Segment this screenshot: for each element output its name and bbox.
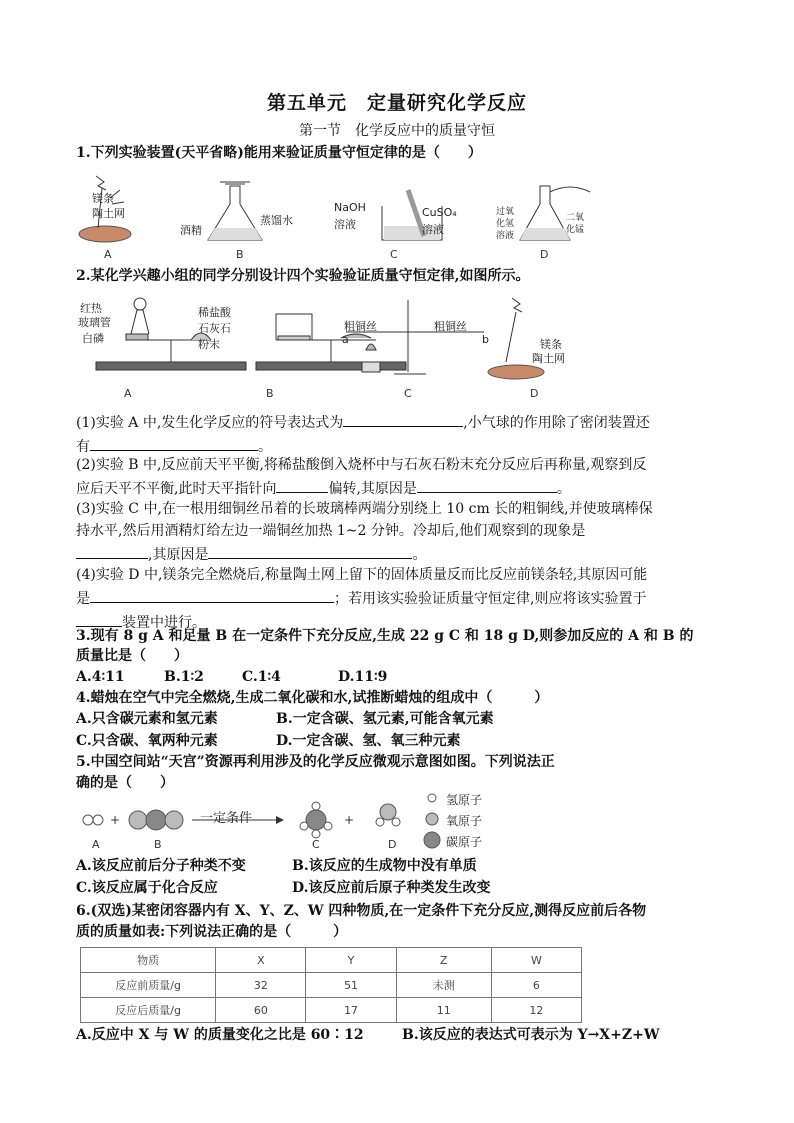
q5-molecule-c xyxy=(300,802,332,838)
q2-part3-text-b: 持水平,然后用酒精灯给左边一端铜丝加热 1~2 分钟。冷却后,他们观察到的现象是 xyxy=(76,523,586,539)
q5-legend-symbols xyxy=(424,794,440,848)
q2-figure-b xyxy=(256,314,406,370)
table-header-cell: 物质 xyxy=(81,948,216,973)
q2-part2-text-b: 应后天平不平衡,此时天平指针向 xyxy=(76,481,277,497)
q2-part3-blank1[interactable] xyxy=(76,542,148,559)
table-cell: 未测 xyxy=(396,973,491,998)
q1-figure-b xyxy=(208,182,262,240)
q5-caption-c: C xyxy=(312,838,320,851)
q2-label-c3: a xyxy=(342,333,349,346)
q1-label-c1: NaOH xyxy=(334,201,366,214)
q1-stem: 1.下列实验装置(天平省略)能用来验证质量守恒定律的是（ ） xyxy=(76,145,482,161)
q4-stem: 4.蜡烛在空气中完全燃烧,生成二氧化碳和水,试推断蜡烛的组成中（ ） xyxy=(76,690,549,706)
q1-label-c2: 溶液 xyxy=(334,218,356,231)
q5-option-c[interactable]: C.该反应属于化合反应 xyxy=(76,880,218,896)
q1-label-a1: 镁条 xyxy=(92,192,114,205)
q2-label-c4: b xyxy=(482,333,489,346)
table-cell: 反应后质量/g xyxy=(81,998,216,1023)
q5-legend-carbon: 碳原子 xyxy=(446,835,483,849)
svg-text:+: + xyxy=(110,813,121,827)
q3-option-c[interactable]: C.1∶4 xyxy=(242,669,281,685)
q1-label-c4: 溶液 xyxy=(422,223,444,236)
q5-caption-d: D xyxy=(388,838,397,851)
q2-label-d1: 镁条 xyxy=(540,338,562,351)
table-header-cell: Y xyxy=(306,948,396,973)
q2-part1-blank1[interactable] xyxy=(343,410,463,427)
svg-text:+: + xyxy=(344,813,355,827)
table-row xyxy=(81,973,582,998)
q2-stem: 2.某化学兴趣小组的同学分别设计四个实验验证质量守恒定律,如图所示。 xyxy=(76,268,530,284)
q2-part2 xyxy=(76,454,720,500)
q3-option-b[interactable]: B.1∶2 xyxy=(164,669,204,685)
q6-stem-line2: 质的质量如表:下列说法正确的是（ ） xyxy=(76,924,348,940)
table-cell: 11 xyxy=(396,998,491,1023)
q1-label-a2: 陶土网 xyxy=(92,207,125,220)
q2-label-b3: 粉末 xyxy=(198,338,220,351)
q2-part4-text-c: ；若用该实验验证质量守恒定律,则应将该实验置于 xyxy=(334,591,647,607)
q5-molecule-a xyxy=(83,815,103,825)
q6-stem-line1: 6.(双选)某密闭容器内有 X、Y、Z、W 四种物质,在一定条件下充分反应,测得反应前后各物 xyxy=(76,903,647,919)
q2-label-a1: 红热 xyxy=(80,302,102,315)
q1-caption-d: D xyxy=(540,248,549,261)
q2-part1-text-c: 有 xyxy=(76,439,90,455)
q2-figure-d xyxy=(488,298,544,379)
table-cell: 17 xyxy=(306,998,396,1023)
q2-label-a3: 白磷 xyxy=(82,332,104,345)
q1-label-b1: 酒精 xyxy=(180,224,202,237)
q2-caption-c: C xyxy=(404,387,412,400)
unit-title: 第五单元 定量研究化学反应 xyxy=(266,92,527,114)
q5-condition-label: 一定条件 xyxy=(200,811,253,826)
q5-stem-line2: 确的是（ ） xyxy=(76,775,174,791)
q2-label-b1: 稀盐酸 xyxy=(198,306,231,319)
q2-part2-text-a: (2)实验 B 中,反应前天平平衡,将稀盐酸倒入烧杯中与石灰石粉末充分反应后再称量,观察到反 xyxy=(76,457,647,473)
q3-stem-line1: 3.现有 8 g A 和足量 B 在一定条件下充分反应,生成 22 g C 和 18 g D,则参加反应的 A 和 B 的 xyxy=(76,628,694,644)
q2-label-a2: 玻璃管 xyxy=(78,316,111,329)
q1-caption-b: B xyxy=(236,248,244,261)
q4-option-a[interactable]: A.只含碳元素和氢元素 xyxy=(76,711,218,727)
q2-part4-text-d: 装置中进行。 xyxy=(122,615,206,631)
q5-stem-line1: 5.中国空间站“天宫”资源再利用涉及的化学反应微观示意图如图。下列说法正 xyxy=(76,754,555,770)
q2-part3-blank2[interactable] xyxy=(208,542,412,559)
q2-part4-blank1[interactable] xyxy=(90,586,334,603)
q2-part1-text-d: 。 xyxy=(258,439,272,455)
table-cell: 51 xyxy=(306,973,396,998)
q4-option-c[interactable]: C.只含碳、氧两种元素 xyxy=(76,733,218,749)
table-cell: 反应前质量/g xyxy=(81,973,216,998)
q2-part1 xyxy=(76,410,720,458)
q2-part2-text-c: 偏转,其原因是 xyxy=(328,481,417,497)
q5-option-a[interactable]: A.该反应前后分子种类不变 xyxy=(76,858,246,874)
q1-label-d2: 化氢 xyxy=(496,219,515,229)
q5-molecule-b xyxy=(129,810,183,830)
q2-label-b2: 石灰石 xyxy=(198,322,231,335)
q2-part1-text-a: (1)实验 A 中,发生化学反应的符号表达式为 xyxy=(76,415,344,431)
q2-part4 xyxy=(76,564,720,634)
q5-caption-a: A xyxy=(92,838,100,851)
q1-label-b2: 蒸馏水 xyxy=(260,214,293,227)
table-header-cell: W xyxy=(491,948,581,973)
q3-stem-line2: 质量比是（ ） xyxy=(76,648,188,664)
q5-legend-hydrogen: 氢原子 xyxy=(446,793,483,807)
q2-part1-blank2[interactable] xyxy=(90,434,258,451)
q1-label-d1: 过氧 xyxy=(496,207,515,217)
table-cell: 12 xyxy=(491,998,581,1023)
q5-legend-oxygen: 氧原子 xyxy=(446,814,483,828)
q2-label-c2: 粗铜丝 xyxy=(434,320,467,333)
table-header-cell: Z xyxy=(396,948,491,973)
q2-caption-d: D xyxy=(530,387,539,400)
q1-caption-c: C xyxy=(390,248,398,261)
q2-part3 xyxy=(76,498,720,566)
q2-part1-text-b: ,小气球的作用除了密闭装置还 xyxy=(463,415,650,431)
q2-part4-text-b: 是 xyxy=(76,591,90,607)
table-row xyxy=(81,998,582,1023)
q4-option-b[interactable]: B.一定含碳、氢元素,可能含氧元素 xyxy=(276,711,494,727)
table-cell: 6 xyxy=(491,973,581,998)
table-cell: 60 xyxy=(216,998,306,1023)
q2-part4-blank2[interactable] xyxy=(76,610,122,627)
section-subtitle: 第一节 化学反应中的质量守恒 xyxy=(299,123,495,139)
q6-option-b[interactable]: B.该反应的表达式可表示为 Y→X+Z+W xyxy=(402,1027,660,1043)
q6-option-a[interactable]: A.反应中 X 与 W 的质量变化之比是 60∶12 xyxy=(76,1027,364,1043)
q2-part2-text-d: 。 xyxy=(556,481,571,497)
q6-mass-table xyxy=(80,947,582,1023)
q2-caption-b: B xyxy=(266,387,274,400)
table-header-cell: X xyxy=(216,948,306,973)
q1-label-d5: 化锰 xyxy=(566,225,585,235)
q1-caption-a: A xyxy=(104,248,112,261)
q1-label-c3: CuSO₄ xyxy=(422,206,457,219)
q5-option-b[interactable]: B.该反应的生成物中没有单质 xyxy=(292,858,477,874)
q5-caption-b: B xyxy=(154,838,162,851)
table-cell: 32 xyxy=(216,973,306,998)
q2-part2-blank1[interactable] xyxy=(276,476,328,493)
q2-part3-text-a: (3)实验 C 中,在一根用细铜丝吊着的长玻璃棒两端分别绕上 10 cm 长的粗铜线,并使玻璃棒保 xyxy=(76,501,653,517)
q2-part3-text-c: ,其原因是 xyxy=(148,547,209,563)
q2-apparatus-figure xyxy=(76,292,546,388)
q1-label-d4: 二氧 xyxy=(566,213,585,223)
q3-option-d[interactable]: D.11∶9 xyxy=(338,669,388,685)
q2-label-d2: 陶土网 xyxy=(532,352,565,365)
q1-label-d3: 溶液 xyxy=(496,231,515,241)
q5-option-d[interactable]: D.该反应前后原子种类发生改变 xyxy=(292,880,491,896)
q5-molecule-d xyxy=(376,804,400,826)
q3-option-a[interactable]: A.4∶11 xyxy=(76,669,125,685)
q2-caption-a: A xyxy=(124,387,132,400)
q2-part3-text-d: 。 xyxy=(412,547,427,563)
q4-option-d[interactable]: D.一定含碳、氢、氧三种元素 xyxy=(276,733,461,749)
q2-part4-text-a: (4)实验 D 中,镁条完全燃烧后,称量陶土网上留下的固体质量反而比反应前镁条轻,其原因可能 xyxy=(76,567,648,583)
q2-part2-blank2[interactable] xyxy=(417,476,557,493)
q2-label-c1: 粗铜丝 xyxy=(344,320,377,333)
table-header-row xyxy=(81,948,582,973)
